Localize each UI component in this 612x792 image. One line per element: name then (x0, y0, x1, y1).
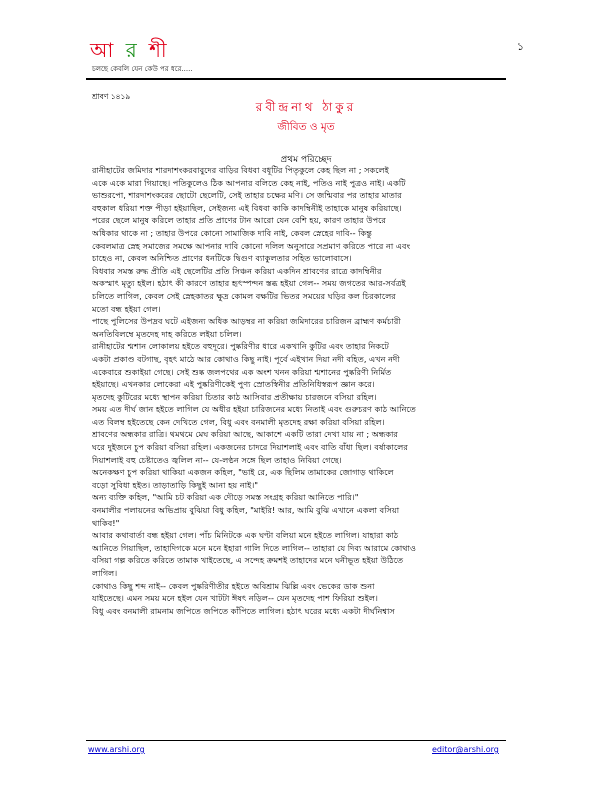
body-line: পরের ছেলে মানুষ করিলে তাহার প্রতি প্রাণের টান আরো যেন বেশি হয়, কারণ তাহার উপরে (92, 215, 386, 226)
logo-part-2: র (125, 38, 140, 62)
body-line: মৃতদেহ কুটিরের মধ্যে স্থাপন করিয়া চিতার কাঠ আসিবার প্রতীক্ষায় চারজনে বসিয়া রহিল। (92, 391, 377, 402)
body-line: ভাশুরপো, শারদাশংকরের ছোটো ছেলেটি, সেই তাহার চক্ষের মণি। সে জন্মিবার পর তাহার মাতার (92, 190, 402, 201)
body-line: রানীহাটের জমিদার শারদাশংকরবাবুদের বাড়ির বিধবা বধূটির পিতৃকুলে কেহ ছিল না ; সকলেই (92, 165, 389, 175)
body-line: চাহেও না, কেবল অনিশ্চিত প্রাণের ধনটিকে দ্বিগুণ ব্যাকুলতার সহিত ভালোবাসে। (92, 253, 352, 264)
story-body (92, 165, 520, 618)
body-line: দিয়াশলাই বহু চেষ্টাতেও জ্বলিল না-- যে-লণ্ঠন সঙ্গে ছিল তাহাও নিবিয়া গেছে। (92, 454, 342, 465)
story-title: জীবিত ও মৃত (277, 121, 335, 133)
body-line: বিধবার সমস্ত রুদ্ধ প্রীতি এই ছেলেটির প্রতি সিঞ্চন করিয়া একদিন শ্রাবণের রাত্রে কাদম্বিনীর (92, 265, 382, 276)
body-line: অনেকক্ষণ চুপ করিয়া থাকিয়া একজন কহিল, "ভাই রে, এক ছিলিম তামাকের জোগাড় থাকিলে (92, 467, 394, 478)
body-line: অন্য ব্যক্তি কহিল, "আমি চট করিয়া এক দৌড়ে সমস্ত সংগ্রহ করিয়া আনিতে পারি।" (92, 492, 359, 503)
body-line: মতো বন্ধ হইয়া গেল। (92, 303, 161, 314)
body-line: যাইতেছে। এমন সময় মনে হইল যেন খাটটা ঈষৎ নড়িল-- যেন মৃতদেহ পাশ ফিরিয়া শুইল। (92, 593, 378, 604)
magazine-tagline: চলছে কেবলি যেন কেউ পর ধরে..... (92, 65, 193, 73)
body-line: একে একে মারা গিয়াছে। পতিকুলেও ঠিক আপনার বলিতে কেহ নাই, পতিও নাই পুত্রও নাই। একটি (92, 177, 406, 188)
issue-label: শ্রাবণ ১৪১৯ (92, 92, 131, 101)
body-line: বড়ো সুবিধা হইত। তাড়াতাড়ি কিছুই আনা হয় নাই।" (92, 479, 259, 490)
body-line: আনিতে গিয়াছিল, তাহাদিগকে মনে মনে ইহারা গালি দিতে লাগিল-- তাহারা যে দিব্য আরামে কোথাও (92, 542, 416, 553)
email-link[interactable]: editor@arshi.org (432, 745, 499, 754)
body-line: হইয়াছে। এখনকার লোকেরা এই পুষ্করিণীকেই পুণ্য স্রোতস্বিনীর প্রতিনিধিস্বরূপ জ্ঞান করে। (92, 379, 375, 390)
author-name: রবীন্দ্রনাথ ঠাকুর (255, 100, 357, 114)
logo-part-1: আ (90, 38, 117, 62)
page-number: ১ (516, 40, 524, 53)
body-line: ঘরে দুইজনে চুপ করিয়া বসিয়া রহিল। একজনের চাদরে দিয়াশলাই এবং বাতি বাঁধা ছিল। বর্ষাকালের (92, 442, 408, 453)
body-line: থাকিব!" (92, 517, 120, 528)
body-line: একটা প্রকাণ্ড বটগাছ, বৃহৎ মাঠে আর কোথাও কিছু নাই। পূর্বে এইখান দিয়া নদী বহিত, এখন নদী (92, 353, 400, 364)
body-line: এত বিলম্ব হইতেছে কেন দেখিতে গেল, বিধু এবং বনমালী মৃতদেহ রক্ষা করিয়া বসিয়া রহিল। (92, 416, 385, 427)
body-line: অনতিবিলম্বে মৃতদেহ দাহ করিতে লইয়া চলিল। (92, 328, 242, 339)
body-line: বসিয়া গল্প করিতে করিতে তামাক খাইতেছে, এ সন্দেহ ক্রমশই তাহাদের মনে ঘনীভূত হইয়া উঠিতে (92, 555, 404, 566)
body-line: কেবলমাত্র স্নেহ সমাজের সমক্ষে আপনার দাবি কোনো দলিল অনুসারে সপ্রমাণ করিতে পারে না এবং (92, 240, 411, 251)
footer-divider (86, 740, 506, 741)
body-line: বহুকাল ধরিয়া শক্ত পীড়া হইয়াছিল, সেইজন্য এই বিধবা কাকি কাদম্বিনীই তাহাকে মানুষ করিয়াছে। (92, 202, 402, 213)
body-line: অধিকার থাকে না ; তাহার উপরে কোনো সামাজিক দাবি নাই, কেবল স্নেহের দাবি-- কিন্তু (92, 227, 372, 238)
body-line: কোথাও কিছু শব্দ নাই-- কেবল পুষ্করিণীতীর হইতে অবিশ্রাম ঝিল্লি এবং ভেকের ডাক শুনা (92, 580, 375, 591)
body-line: অকস্মাৎ মৃত্যু হইল। হঠাৎ কী কারণে তাহার হৃৎস্পন্দন স্তব্ধ হইয়া গেল-- সময় জগতের আর-সর্বত্রই (92, 278, 406, 289)
body-line: বনমালীর পলায়নের অভিপ্রায় বুঝিয়া বিধু কহিল, "মাইরি! আর, আমি বুঝি এখানে একলা বসিয়া (92, 505, 400, 516)
body-line: চলিতে লাগিল, কেবল সেই স্নেহকাতর ক্ষুদ্র কোমল বক্ষটির ভিতর সময়ের ঘড়ির কল চিরকালের (92, 290, 396, 301)
body-line: শ্রাবণের অন্ধকার রাত্রি। থমথমে মেঘ করিয়া আছে, আকাশে একটি তারা দেখা যায় না ; অন্ধকার (92, 429, 398, 440)
body-line: একেবারে শুকাইয়া গেছে। সেই শুষ্ক জলপথের এক অংশ খনন করিয়া শ্মশানের পুষ্করিণী নির্মিত (92, 366, 392, 377)
header-divider (86, 78, 506, 80)
body-line: লাগিল। (92, 568, 118, 578)
body-line: পাছে পুলিসের উপদ্রব ঘটে এইজন্য অধিক আড়ম্বর না করিয়া জমিদারের চারিজন ব্রাহ্মণ কর্মচারী (92, 316, 401, 327)
website-link[interactable]: www.arshi.org (88, 745, 145, 754)
chapter-heading: প্রথম পরিচ্ছেদ (280, 155, 332, 165)
logo-part-3: শী (149, 38, 170, 62)
body-line: সময় এত দীর্ঘ জান হইতে লাগিল যে অধীর হইয়া চারিজনের মধ্যে নিতাই এবং গুরুচরণ কাঠ আনিতে (92, 404, 416, 415)
body-line: বিধু এবং বনমালী রামনাম জপিতে জপিতে কাঁপিতে লাগিল। হঠাৎ ঘরের মধ্যে একটা দীর্ঘনিশ্বাস (92, 605, 395, 616)
body-line: আবার কথাবার্তা বন্ধ হইয়া গেল। পাঁচ মিনিটকে এক ঘণ্টা বলিয়া মনে হইতে লাগিল। যাহারা কাঠ (92, 530, 399, 541)
body-line: রানীহাটের শ্মশান লোকালয় হইতে বহুদূরে। পুষ্করিণীর ধারে একখানি কুটির এবং তাহার নিকটে (92, 341, 389, 352)
